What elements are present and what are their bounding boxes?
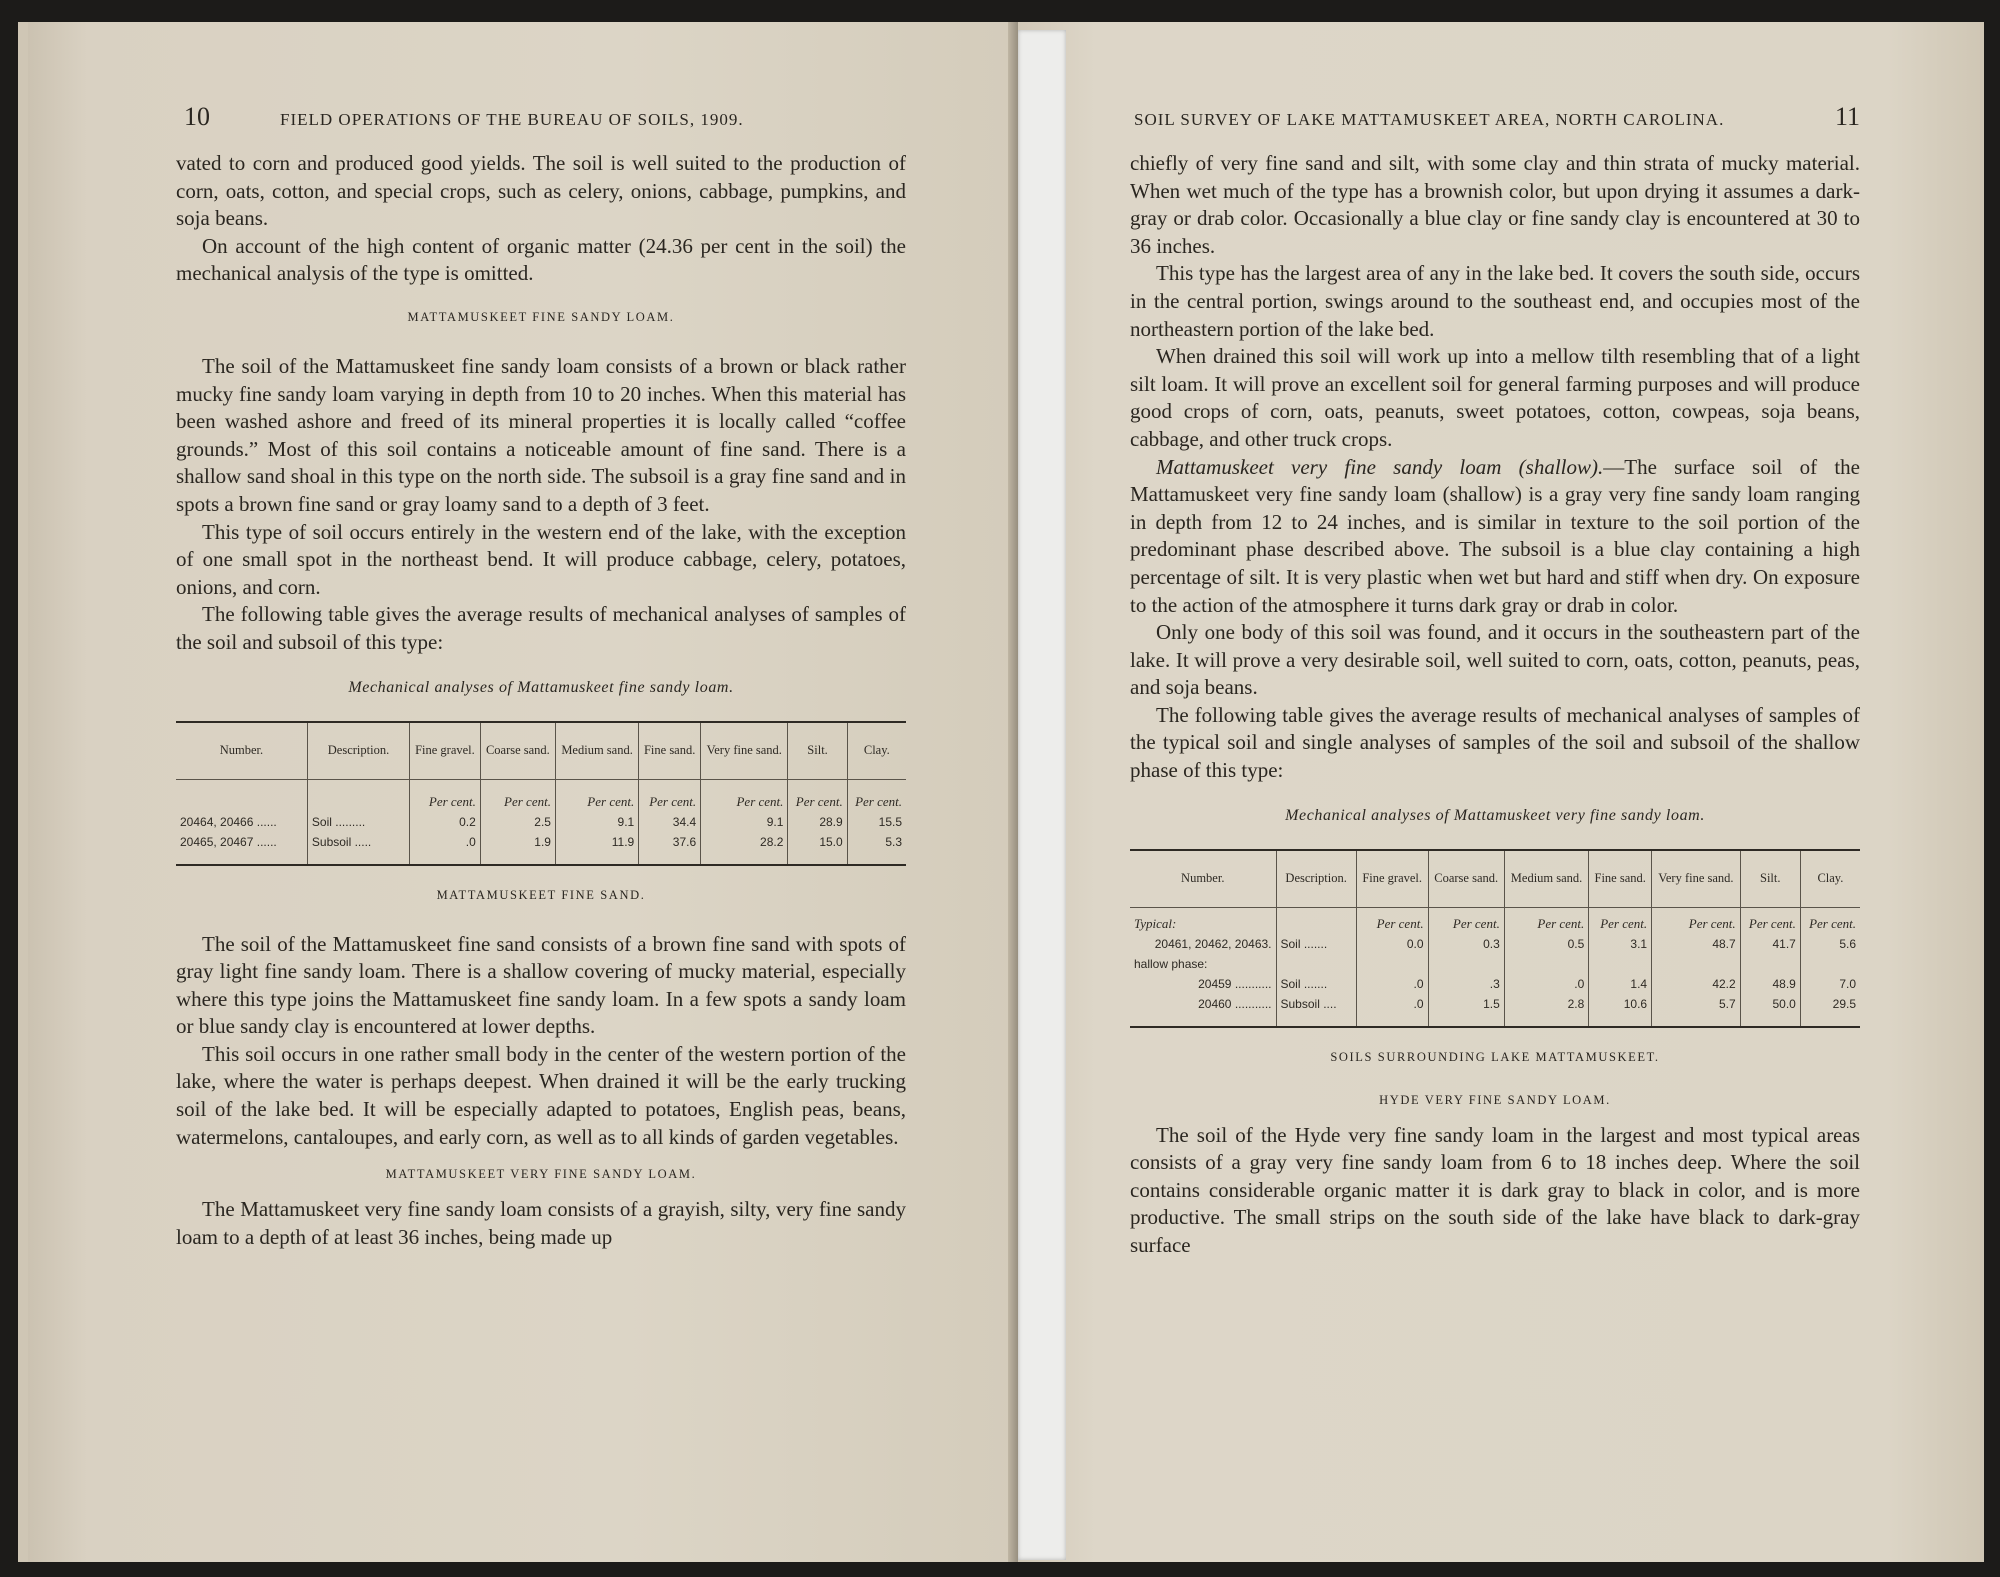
page-number: 11: [1834, 102, 1860, 131]
unit-cell: Per cent.: [1809, 915, 1856, 931]
value-cell: 9.1: [555, 812, 638, 832]
unit-cell: Per cent.: [1428, 907, 1504, 934]
unit-cell: Per cent.: [1356, 907, 1428, 934]
unit-row: [176, 779, 906, 812]
running-title: SOIL SURVEY OF LAKE MATTAMUSKEET AREA, NORTH CAROLINA.: [1134, 110, 1725, 129]
table-row: [176, 812, 906, 832]
column-header: Medium sand.: [1504, 850, 1588, 908]
column-header: Description.: [1276, 850, 1356, 908]
value-cell: 34.4: [639, 812, 701, 832]
mechanical-analyses-table: [1130, 849, 1860, 1028]
paragraph: The soil of the Mattamuskeet fine sand consists of a brown fine sand with spots of gray light fine sandy loam. There is a shallow covering of mucky material, especially where this type joins the Mattamuskeet fine sandy loam. In a few spots a sandy loam or blue sandy clay is encountered at lower depths.: [176, 931, 906, 1039]
value-cell: .3: [1428, 974, 1504, 994]
value-cell: 1.4: [1589, 974, 1652, 994]
unit-cell: Per cent.: [788, 779, 847, 812]
value-cell: .0: [1356, 994, 1428, 1027]
value-cell: 0.0: [1356, 934, 1428, 954]
unit-cell: Per cent.: [701, 779, 788, 812]
unit-cell: Per cent.: [1652, 907, 1741, 934]
unit-cell: Per cent.: [1589, 907, 1652, 934]
value-cell: 48.9: [1740, 974, 1800, 994]
column-header: Fine gravel.: [1356, 850, 1428, 908]
section-heading: MATTAMUSKEET VERY FINE SANDY LOAM.: [385, 1167, 697, 1182]
paragraph: The following table gives the average results of mechanical analyses of samples of the soil and subsoil of this type:: [176, 602, 906, 654]
right-page: [1018, 22, 1984, 1562]
value-cell: 50.0: [1740, 994, 1800, 1027]
value-cell: 5.7: [1652, 994, 1741, 1027]
table-header-row: [1130, 850, 1860, 908]
column-header: Very fine sand.: [701, 722, 788, 780]
value-cell: 5.6: [1839, 936, 1856, 951]
unit-cell: Per cent.: [639, 779, 701, 812]
column-header: Very fine sand.: [1652, 850, 1741, 908]
table-caption: Mechanical analyses of Mattamuskeet fine sandy loam.: [348, 678, 734, 696]
sample-description: Subsoil ....: [1276, 994, 1356, 1027]
table-row: [1130, 974, 1860, 994]
value-cell: 37.6: [639, 832, 701, 865]
sample-description: Soil .......: [1276, 974, 1356, 994]
value-cell: 42.2: [1652, 974, 1741, 994]
subsection-heading: HYDE VERY FINE SANDY LOAM.: [1379, 1092, 1611, 1107]
column-header: Silt.: [1740, 850, 1800, 908]
paragraph: On account of the high content of organic matter (24.36 per cent in the soil) the mechanical analysis of the type is omitted.: [176, 233, 906, 286]
column-header: Clay.: [1800, 850, 1860, 908]
value-cell: 3.1: [1589, 934, 1652, 954]
value-cell: 2.8: [1504, 994, 1588, 1027]
sample-number: 20460 ...........: [1130, 994, 1276, 1027]
sample-number: 20459 ...........: [1130, 974, 1276, 994]
value-cell: 10.6: [1589, 994, 1652, 1027]
binding-gutter: [1018, 30, 1066, 1560]
value-cell: 0.2: [410, 812, 481, 832]
page-header: [176, 102, 906, 150]
paragraph: Only one body of this soil was found, and it occurs in the southeastern part of the lake. It will prove a very desirable soil, well suited to corn, oats, cotton, peanuts, peas, and soja beans.: [1130, 620, 1860, 700]
paragraph: The soil of the Mattamuskeet fine sandy loam consists of a brown or black rather mucky fine sandy loam varying in depth from 10 to 20 inches. When this material has been washed ashore and freed of its mineral properties it is locally called “coffee grounds.” Most of this soil contains a noticeable amount of fine sand. There is a shallow sand shoal in this type on the north side. The subsoil is a gray fine sand and in spots a brown fine sand or gray loamy sand to a depth of 3 feet.: [176, 353, 906, 516]
paragraph: The Mattamuskeet very fine sandy loam consists of a grayish, silty, very fine sandy loam to a depth of at least 36 inches, being made up: [176, 1197, 906, 1249]
value-cell: .0: [1504, 974, 1588, 994]
table-header-row: [176, 722, 906, 780]
column-header: Silt.: [788, 722, 847, 780]
sample-description: Soil .......: [1276, 934, 1356, 954]
unit-cell: Per cent.: [555, 779, 638, 812]
sample-number: 20464, 20466 ......: [176, 812, 307, 832]
column-header: Medium sand.: [555, 722, 638, 780]
paragraph: This type of soil occurs entirely in the western end of the lake, with the exception of one small spot in the northeast bend. It will produce cabbage, celery, potatoes, onions, and corn.: [176, 519, 906, 599]
value-cell: 0.3: [1428, 934, 1504, 954]
unit-cell: Per cent.: [855, 793, 902, 809]
unit-cell: Per cent.: [1504, 907, 1588, 934]
phase-title: Mattamuskeet very fine sandy loam (shallow).: [1156, 454, 1604, 479]
sample-description: Soil .........: [307, 812, 409, 832]
value-cell: 28.9: [788, 812, 847, 832]
table-row: [176, 832, 906, 865]
value-cell: .0: [410, 832, 481, 865]
section-heading: MATTAMUSKEET FINE SANDY LOAM.: [407, 309, 675, 324]
value-cell: 1.5: [1428, 994, 1504, 1027]
value-cell: 48.7: [1652, 934, 1741, 954]
page-number: 10: [184, 102, 210, 131]
group-label: hallow phase:: [1130, 954, 1276, 974]
sample-number: 20461, 20462, 20463.: [1130, 934, 1276, 954]
sample-description: Subsoil .....: [307, 832, 409, 865]
paragraph: This type has the largest area of any in the lake bed. It covers the south side, occurs in the central portion, swings around to the southeast end, and occupies most of the northeastern portion of the lake bed.: [1130, 261, 1860, 341]
left-page: [28, 22, 1018, 1562]
value-cell: 0.5: [1504, 934, 1588, 954]
table-caption: Mechanical analyses of Mattamuskeet very fine sandy loam.: [1285, 806, 1705, 824]
column-header: Coarse sand.: [1428, 850, 1504, 908]
table-row: [1130, 994, 1860, 1027]
group-row: [1130, 954, 1860, 974]
value-cell: .0: [1356, 974, 1428, 994]
section-heading: SOILS SURROUNDING LAKE MATTAMUSKEET.: [1330, 1049, 1660, 1064]
column-header: Fine sand.: [639, 722, 701, 780]
running-title: FIELD OPERATIONS OF THE BUREAU OF SOILS, 1909.: [280, 110, 744, 129]
unit-cell: Per cent.: [1740, 907, 1800, 934]
value-cell: 2.5: [480, 812, 555, 832]
paragraph: The following table gives the average results of mechanical analyses of samples of the typical soil and single analyses of samples of the soil and subsoil of the shallow phase of this type:: [1130, 702, 1860, 783]
value-cell: 9.1: [701, 812, 788, 832]
column-header: Description.: [307, 722, 409, 780]
column-header: Number.: [1130, 850, 1276, 908]
value-cell: 15.5: [878, 814, 902, 829]
paragraph: When drained this soil will work up into a mellow tilth resembling that of a light silt loam. It will prove an excellent soil for general farming purposes and will produce good crops of corn, oats, peanuts, sweet potatoes, cotton, cowpeas, soja beans, cabbage, and other truck crops.: [1130, 344, 1860, 451]
paragraph: This soil occurs in one rather small body in the center of the western portion of the lake, where the water is perhaps deepest. When drained it will be the early trucking soil of the lake bed. It will be especially adapted to potatoes, English peas, beans, watermelons, cantaloupes, and early corn, as well as to all kinds of garden vegetables.: [176, 1041, 906, 1149]
value-cell: 28.2: [701, 832, 788, 865]
unit-cell: Per cent.: [410, 779, 481, 812]
value-cell: 29.5: [1832, 996, 1856, 1011]
column-header: Clay.: [847, 722, 906, 780]
value-cell: 15.0: [788, 832, 847, 865]
table-row: [1130, 934, 1860, 954]
mechanical-analyses-table: [176, 721, 906, 866]
paragraph: vated to corn and produced good yields. The soil is well suited to the production of corn, oats, cotton, and special crops, such as celery, onions, cabbage, pumpkins, and soja beans.: [176, 151, 906, 231]
paragraph: The soil of the Hyde very fine sandy loam in the largest and most typical areas consists of a gray very fine sandy loam from 6 to 18 inches deep. Where the soil contains considerable organic matter it is dark gray to black in color, and is more productive. The small strips on the south side of the lake have black to dark-gray surface: [1130, 1122, 1860, 1258]
column-header: Fine gravel.: [410, 722, 481, 780]
value-cell: 7.0: [1839, 976, 1856, 991]
page-header: [1130, 102, 1860, 150]
paragraph: [1130, 454, 1860, 620]
sample-number: 20465, 20467 ......: [176, 832, 307, 865]
column-header: Fine sand.: [1589, 850, 1652, 908]
value-cell: 11.9: [555, 832, 638, 865]
paragraph: chiefly of very fine sand and silt, with some clay and thin strata of mucky material. When wet much of the type has a brownish color, but upon drying it assumes a dark-gray or drab color. Occasionally a blue clay or fine sandy clay is encountered at 30 to 36 inches.: [1130, 151, 1860, 258]
column-header: Number.: [176, 722, 307, 780]
value-cell: 1.9: [480, 832, 555, 865]
unit-cell: Per cent.: [480, 779, 555, 812]
unit-row: [1130, 907, 1860, 934]
column-header: Coarse sand.: [480, 722, 555, 780]
book-spread: [18, 22, 1984, 1562]
section-heading: MATTAMUSKEET FINE SAND.: [436, 887, 646, 902]
phase-text: —The surface soil of the Mattamuskeet very fine sandy loam (shallow) is a gray very fine sandy loam ranging in depth from 12 to 24 inches, and is similar in texture to the soil portion of the predominant phase described above. The subsoil is a blue clay containing a high percentage of silt. It is very plastic when wet but hard and stiff when dry. On exposure to the action of the atmosphere it turns dark gray or drab in color.: [1130, 454, 1861, 617]
group-label: Typical:: [1130, 907, 1276, 934]
value-cell: 5.3: [885, 834, 902, 849]
value-cell: 41.7: [1740, 934, 1800, 954]
